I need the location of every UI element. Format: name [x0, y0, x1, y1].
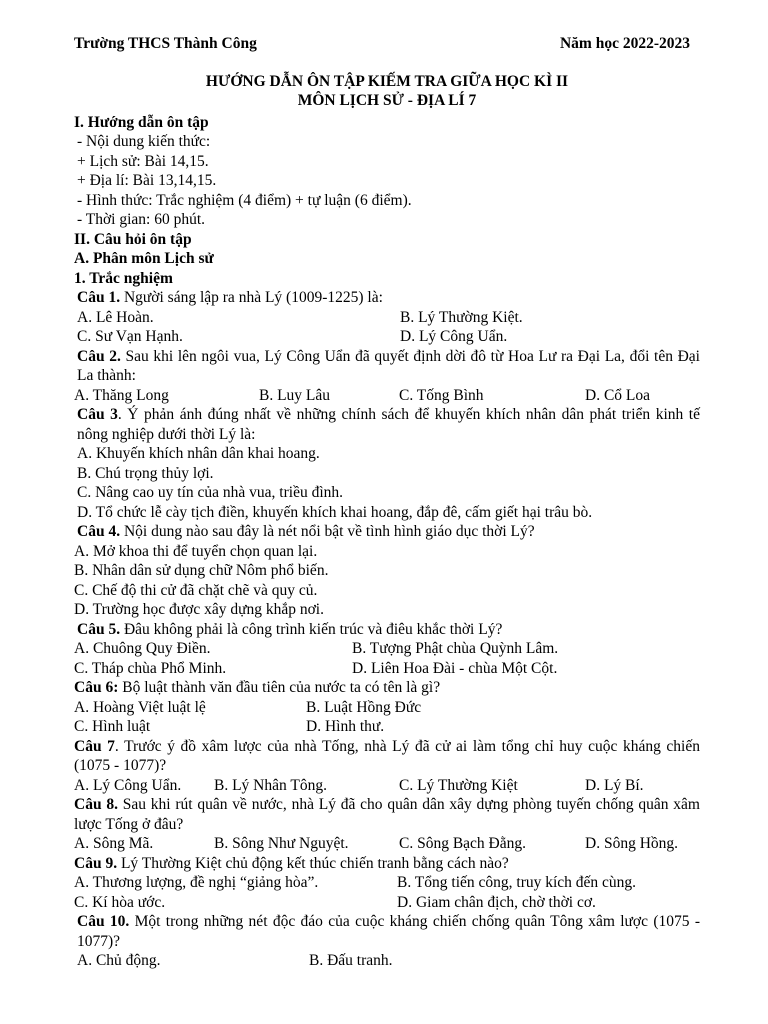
question-10 — [74, 912, 700, 951]
title-line-2: MÔN LỊCH SỬ - ĐỊA LÍ 7 — [297, 92, 477, 109]
question-4 — [74, 522, 700, 542]
option: C. Hình luật — [74, 718, 151, 735]
question-text: Đâu không phải là công trình kiến trúc và điêu khắc thời Lý? — [120, 620, 503, 638]
question-2 — [74, 347, 700, 386]
question-text: . Trước ý đồ xâm lược của nhà Tống, nhà Lý đã cử ai làm tổng chỉ huy cuộc kháng chiến (1075 - 1077)? — [74, 737, 700, 774]
guide-line: + Lịch sử: Bài 14,15. — [77, 152, 209, 170]
question-label: Câu 3 — [77, 406, 118, 423]
option: B. Tượng Phật chùa Quỳnh Lâm. — [352, 640, 559, 657]
section-heading-guide: I. Hướng dẫn ôn tập — [74, 113, 209, 131]
question-8-options — [74, 834, 700, 854]
option: D. Tổ chức lễ cày tịch điền, khuyến khích khai hoang, đắp đê, cấm giết hại trâu bò. — [77, 503, 593, 521]
school-name: Trường THCS Thành Công — [74, 35, 257, 52]
option: D. Trường học được xây dựng khắp nơi. — [74, 601, 324, 618]
option: B. Luật Hồng Đức — [306, 698, 422, 716]
guide-line: - Thời gian: 60 phút. — [77, 211, 206, 228]
option: B. Sông Như Nguyệt. — [214, 835, 349, 852]
option: B. Luy Lâu — [259, 386, 331, 404]
option: A. Chủ động. — [77, 952, 161, 969]
question-5 — [74, 620, 700, 640]
question-text: Sau khi rút quân về nước, nhà Lý đã cho quân dân xây dựng phòng tuyến chống quân xâm lược Tống ở đâu? — [74, 796, 700, 833]
question-label: Câu 10. — [77, 913, 130, 930]
option: B. Lý Nhân Tông. — [214, 776, 327, 794]
option: D. Lý Bí. — [585, 776, 644, 794]
header — [74, 34, 700, 54]
option: D. Giam chân địch, chờ thời cơ. — [397, 893, 596, 911]
option: B. Tổng tiến công, truy kích đến cùng. — [397, 874, 637, 891]
school-year: Năm học 2022-2023 — [559, 35, 690, 52]
title-line-1: HƯỚNG DẪN ÔN TẬP KIẾM TRA GIỮA HỌC KÌ II — [205, 72, 569, 90]
question-label: Câu 9. — [74, 854, 118, 872]
option: D. Liên Hoa Đài - chùa Một Cột. — [352, 659, 558, 677]
question-label: Câu 1. — [77, 289, 121, 306]
option: C. Kí hòa ước. — [74, 893, 166, 911]
guide-line: - Hình thức: Trắc nghiệm (4 điểm) + tự luận (6 điểm). — [77, 191, 412, 209]
option: C. Lý Thường Kiệt — [399, 776, 518, 794]
option: A. Thăng Long — [74, 386, 169, 404]
option: A. Hoàng Việt luật lệ — [74, 698, 206, 716]
subsection-multiple-choice: 1. Trắc nghiệm — [74, 269, 173, 287]
option: A. Lê Hoàn. — [77, 308, 154, 326]
question-text: Nội dung nào sau đây là nét nổi bật về tình hình giáo dục thời Lý? — [120, 523, 535, 540]
option: B. Nhân dân sử dụng chữ Nôm phổ biến. — [74, 562, 329, 579]
question-8 — [74, 795, 700, 834]
option: D. Cổ Loa — [585, 386, 651, 404]
question-9 — [74, 854, 700, 874]
question-7-options — [74, 776, 700, 796]
subsection-history: A. Phân môn Lịch sử — [74, 250, 214, 267]
question-label: Câu 6: — [74, 679, 119, 696]
option: C. Tháp chùa Phổ Minh. — [74, 659, 227, 677]
question-text: Sau khi lên ngôi vua, Lý Công Uẩn đã quyết định dời đô từ Hoa Lư ra Đại La, đổi tên Đại La thành: — [77, 347, 700, 384]
option: A. Mở khoa thi để tuyển chọn quan lại. — [74, 542, 318, 560]
question-10-options — [74, 951, 700, 971]
option: C. Sư Vạn Hạnh. — [77, 328, 183, 345]
question-1 — [74, 288, 700, 308]
option: B. Đấu tranh. — [309, 952, 393, 969]
question-label: Câu 5. — [77, 620, 121, 638]
guide-line: + Địa lí: Bài 13,14,15. — [77, 172, 217, 189]
question-9-options — [74, 873, 700, 912]
option: D. Hình thư. — [306, 718, 385, 735]
option: C. Nâng cao uy tín của nhà vua, triều đình. — [77, 484, 344, 501]
question-label: Câu 2. — [77, 347, 121, 365]
question-text: Một trong những nét độc đáo của cuộc kháng chiến chống quân Tông xâm lược (1075 - 1077)? — [77, 913, 700, 950]
option: A. Lý Công Uẩn. — [74, 776, 182, 794]
option: B. Lý Thường Kiệt. — [400, 308, 523, 326]
option: C. Sông Bạch Đằng. — [399, 835, 527, 852]
question-2-options — [74, 386, 700, 406]
option: C. Chế độ thi cử đã chặt chẽ và quy củ. — [74, 581, 318, 599]
option: D. Sông Hồng. — [585, 835, 679, 852]
question-1-options — [74, 308, 700, 347]
option: C. Tống Bình — [399, 386, 484, 404]
document-title — [74, 72, 700, 111]
option: A. Sông Mã. — [74, 835, 154, 852]
question-6 — [74, 678, 700, 698]
question-label: Câu 8. — [74, 796, 118, 813]
question-label: Câu 7 — [74, 737, 115, 755]
option: A. Thương lượng, đề nghị “giảng hòa”. — [74, 874, 319, 891]
question-7 — [74, 737, 700, 776]
question-label: Câu 4. — [77, 523, 121, 540]
question-5-options — [74, 639, 700, 678]
option: B. Chú trọng thủy lợi. — [77, 464, 214, 482]
question-text: Lý Thường Kiệt chủ động kết thúc chiến tranh bằng cách nào? — [117, 854, 509, 872]
section-heading-questions: II. Câu hỏi ôn tập — [74, 230, 192, 248]
question-text: Bộ luật thành văn đầu tiên của nước ta có tên là gì? — [118, 679, 441, 696]
question-3 — [74, 405, 700, 444]
option: A. Khuyến khích nhân dân khai hoang. — [77, 445, 320, 462]
option: A. Chuông Quy Điền. — [74, 640, 211, 657]
question-text: . Ý phản ánh đúng nhất về những chính sách để khuyến khích nhân dân phát triển kinh tế nông nghiệp dưới thời Lý là: — [77, 406, 700, 443]
question-6-options — [74, 698, 700, 737]
question-text: Người sáng lập ra nhà Lý (1009-1225) là: — [120, 289, 383, 306]
option: D. Lý Công Uẩn. — [400, 328, 508, 345]
guide-line: - Nội dung kiến thức: — [77, 133, 211, 150]
